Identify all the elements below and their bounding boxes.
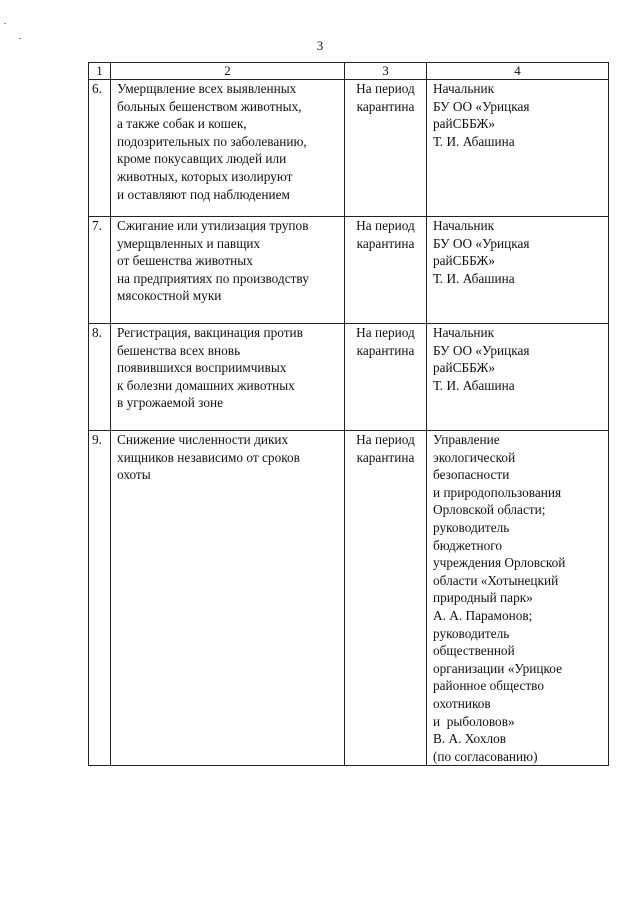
responsible-line: А. А. Парамонов; [433, 607, 533, 623]
row-number: 6. [89, 80, 111, 217]
action-line: от бешенства животных [117, 253, 253, 269]
header-col-4: 4 [427, 63, 609, 80]
responsible-line: Т. И. Абашина [433, 133, 515, 149]
responsible-cell [427, 431, 609, 766]
responsible-cell [427, 80, 609, 217]
term-line: карантина [356, 235, 415, 251]
responsible-line: области «Хотынецкий [433, 572, 559, 588]
action-line: и оставляют под наблюдением [117, 186, 290, 202]
action-line: а также собак и кошек, [117, 116, 247, 132]
responsible-cell [427, 324, 609, 431]
row-number: 9. [89, 431, 111, 766]
table-row [89, 217, 609, 324]
action-line: Снижение численности диких [117, 432, 289, 447]
page-number: 3 [316, 38, 324, 53]
action-line: в угрожаемой зоне [117, 395, 224, 411]
responsible-line: БУ ОО «Урицкая [433, 98, 530, 114]
row-number: 8. [89, 324, 111, 431]
table-row [89, 324, 609, 431]
responsible-line: безопасности [433, 467, 510, 483]
table-row [89, 431, 609, 766]
action-line: бешенства всех вновь [117, 342, 241, 358]
header-col-2: 2 [111, 63, 345, 80]
action-line: умерщвленных и павщих [117, 235, 261, 251]
responsible-line: и рыболовов» [433, 713, 515, 729]
responsible-line: райСББЖ» [433, 253, 496, 269]
action-line: кроме покусавщих людей или [117, 151, 287, 167]
row-number: 7. [89, 217, 111, 324]
term-cell [345, 80, 427, 217]
responsible-line: общественной [433, 643, 515, 659]
responsible-line: В. А. Хохлов [433, 731, 507, 747]
action-line: охоты [117, 467, 151, 483]
responsible-line: БУ ОО «Урицкая [433, 342, 530, 358]
responsible-line: Управление [433, 432, 500, 447]
stray-mark [19, 38, 21, 39]
responsible-line: учреждения Орловской [433, 555, 566, 571]
header-col-3: 3 [345, 63, 427, 80]
responsible-line: природный парк» [433, 590, 533, 606]
responsible-line: руководитель [433, 519, 510, 535]
responsible-line: и природопользования [433, 484, 562, 500]
responsible-line: экологической [433, 449, 516, 465]
responsible-line: Орловской области; [433, 502, 546, 518]
table-header-row [89, 63, 609, 80]
term-line: На период [356, 218, 415, 233]
action-cell [111, 324, 345, 431]
responsible-line: Начальник [433, 218, 495, 233]
action-cell [111, 217, 345, 324]
responsible-line: райСББЖ» [433, 116, 496, 132]
responsible-line: бюджетного [433, 537, 503, 553]
action-cell [111, 80, 345, 217]
responsible-line: Начальник [433, 81, 495, 96]
term-line: На период [356, 432, 415, 447]
action-line: появившихся восприимчивых [117, 360, 287, 376]
action-cell [111, 431, 345, 766]
term-cell [345, 324, 427, 431]
action-line: больных бешенством животных, [117, 98, 302, 114]
action-line: Регистрация, вакцинация против [117, 325, 303, 340]
responsible-line: руководитель [433, 625, 510, 641]
term-line: На период [356, 325, 415, 340]
action-line: Умерщвление всех выявленных [117, 81, 297, 96]
responsible-cell [427, 217, 609, 324]
responsible-line: райСББЖ» [433, 360, 496, 376]
responsible-line: Т. И. Абашина [433, 270, 515, 286]
term-line: карантина [356, 98, 415, 114]
term-cell [345, 217, 427, 324]
stray-mark [4, 23, 6, 24]
term-line: карантина [356, 342, 415, 358]
header-col-1: 1 [89, 63, 111, 80]
table-row [89, 80, 609, 217]
action-line: хищников независимо от сроков [117, 449, 300, 465]
action-line: к болезни домашних животных [117, 377, 295, 393]
action-line: подозрительных по заболеванию, [117, 133, 307, 149]
responsible-line: Начальник [433, 325, 495, 340]
responsible-line: охотников [433, 695, 491, 711]
responsible-line: Т. И. Абашина [433, 377, 515, 393]
responsible-line: районное общество [433, 678, 545, 694]
responsible-line: (по согласованию) [433, 748, 538, 764]
measures-table [88, 62, 609, 766]
responsible-line: организации «Урицкое [433, 660, 562, 676]
action-line: мясокостной муки [117, 288, 222, 304]
action-line: Сжигание или утилизация трупов [117, 218, 309, 233]
action-line: на предприятиях по производству [117, 270, 309, 286]
term-line: карантина [356, 449, 415, 465]
action-line: животных, которых изолируют [117, 168, 293, 184]
term-cell [345, 431, 427, 766]
term-line: На период [356, 81, 415, 96]
responsible-line: БУ ОО «Урицкая [433, 235, 530, 251]
